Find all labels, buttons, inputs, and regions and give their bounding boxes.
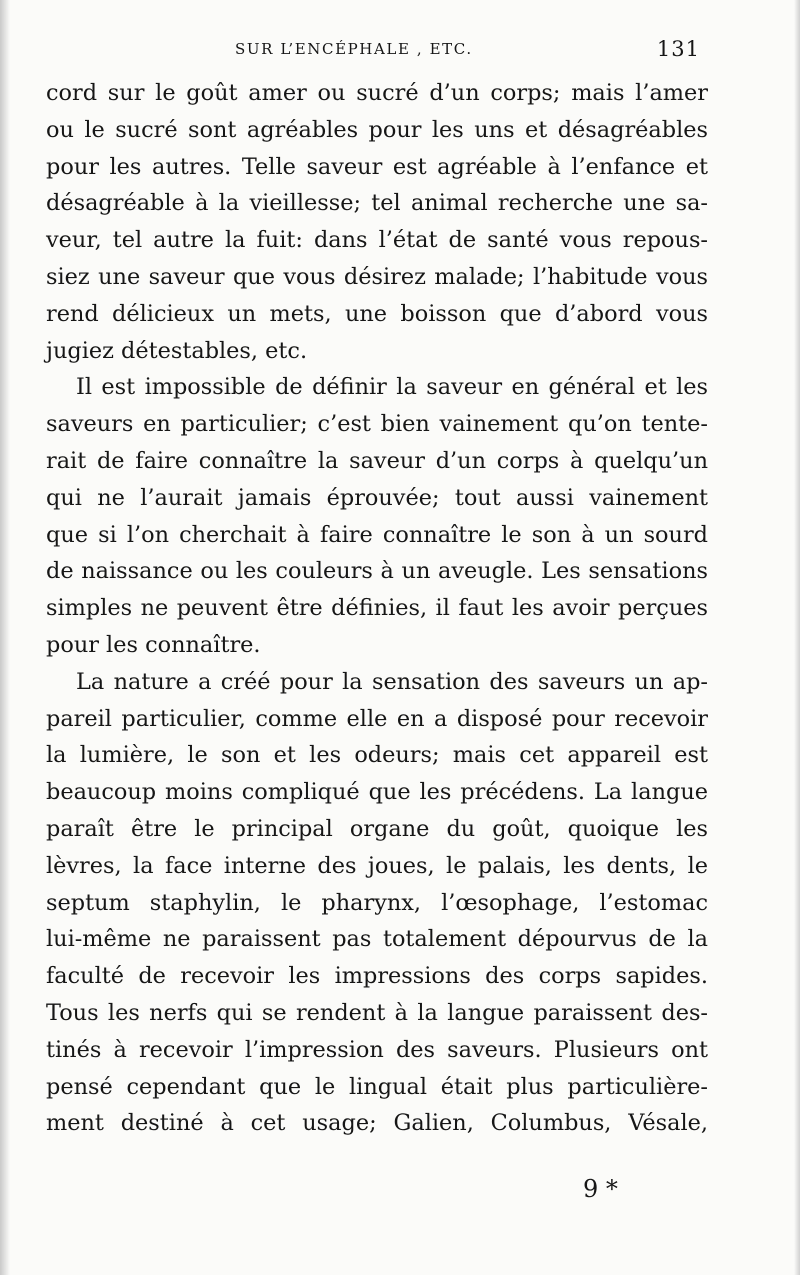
text-line: siez une saveur que vous désirez malade; l’habitude vous	[46, 263, 708, 290]
text-line: pour les connaître.	[46, 631, 261, 658]
paragraph-first-line: La nature a créé pour la sensation des saveurs un ap-	[76, 668, 708, 695]
text-line: jugiez détestables, etc.	[46, 337, 308, 364]
text-line: ment destiné à cet usage; Galien, Columbus, Vésale,	[46, 1110, 708, 1137]
text-line: rend délicieux un mets, une boisson que d’abord vous	[46, 300, 708, 327]
text-line: cord sur le goût amer ou sucré d’un corps; mais l’amer	[46, 80, 708, 106]
text-line: la lumière, le son et les odeurs; mais cet appareil est	[46, 742, 708, 769]
text-line: beaucoup moins compliqué que les précédens. La langue	[46, 779, 708, 806]
text-line: faculté de recevoir les impressions des corps sapides.	[46, 963, 708, 990]
body-text	[46, 75, 708, 1142]
text-line: veur, tel autre la fuit: dans l’état de santé vous repous-	[46, 227, 708, 254]
text-line: pareil particulier, comme elle en a disposé pour recevoir	[46, 705, 708, 732]
text-line: qui ne l’aurait jamais éprouvée; tout aussi vainement	[46, 484, 708, 511]
text-line: rait de faire connaître la saveur d’un corps à quelqu’un	[46, 447, 708, 474]
text-line: pour les autres. Telle saveur est agréable à l’enfance et	[46, 153, 708, 180]
running-head: SUR L’ENCÉPHALE , ETC.	[235, 40, 473, 58]
text-line: paraît être le principal organe du goût, quoique les	[46, 815, 708, 842]
signature-mark: 9 *	[583, 1175, 618, 1203]
paragraph-first-line: Il est impossible de définir la saveur en général et les	[76, 374, 708, 401]
text-line: lui-même ne paraissent pas totalement dépourvus de la	[46, 926, 708, 953]
text-line: simples ne peuvent être définies, il faut les avoir perçues	[46, 595, 708, 622]
page-number: 131	[656, 37, 700, 61]
text-line: lèvres, la face interne des joues, le palais, les dents, le	[46, 852, 708, 879]
text-line: désagréable à la vieillesse; tel animal recherche une sa-	[46, 190, 708, 217]
text-line: que si l’on cherchait à faire connaître le son à un sourd	[46, 521, 708, 548]
text-line: de naissance ou les couleurs à un aveugle. Les sensations	[46, 558, 708, 585]
text-line: ou le sucré sont agréables pour les uns et désagréables	[46, 116, 708, 143]
text-line: saveurs en particulier; c’est bien vainement qu’on tente-	[46, 411, 708, 438]
text-line: tinés à recevoir l’impression des saveurs. Plusieurs ont	[46, 1036, 708, 1063]
text-line: septum staphylin, le pharynx, l’œsophage, l’estomac	[46, 889, 708, 916]
text-line: Tous les nerfs qui se rendent à la langue paraissent des-	[46, 999, 708, 1026]
text-line: pensé cependant que le lingual était plus particulière-	[46, 1073, 708, 1100]
